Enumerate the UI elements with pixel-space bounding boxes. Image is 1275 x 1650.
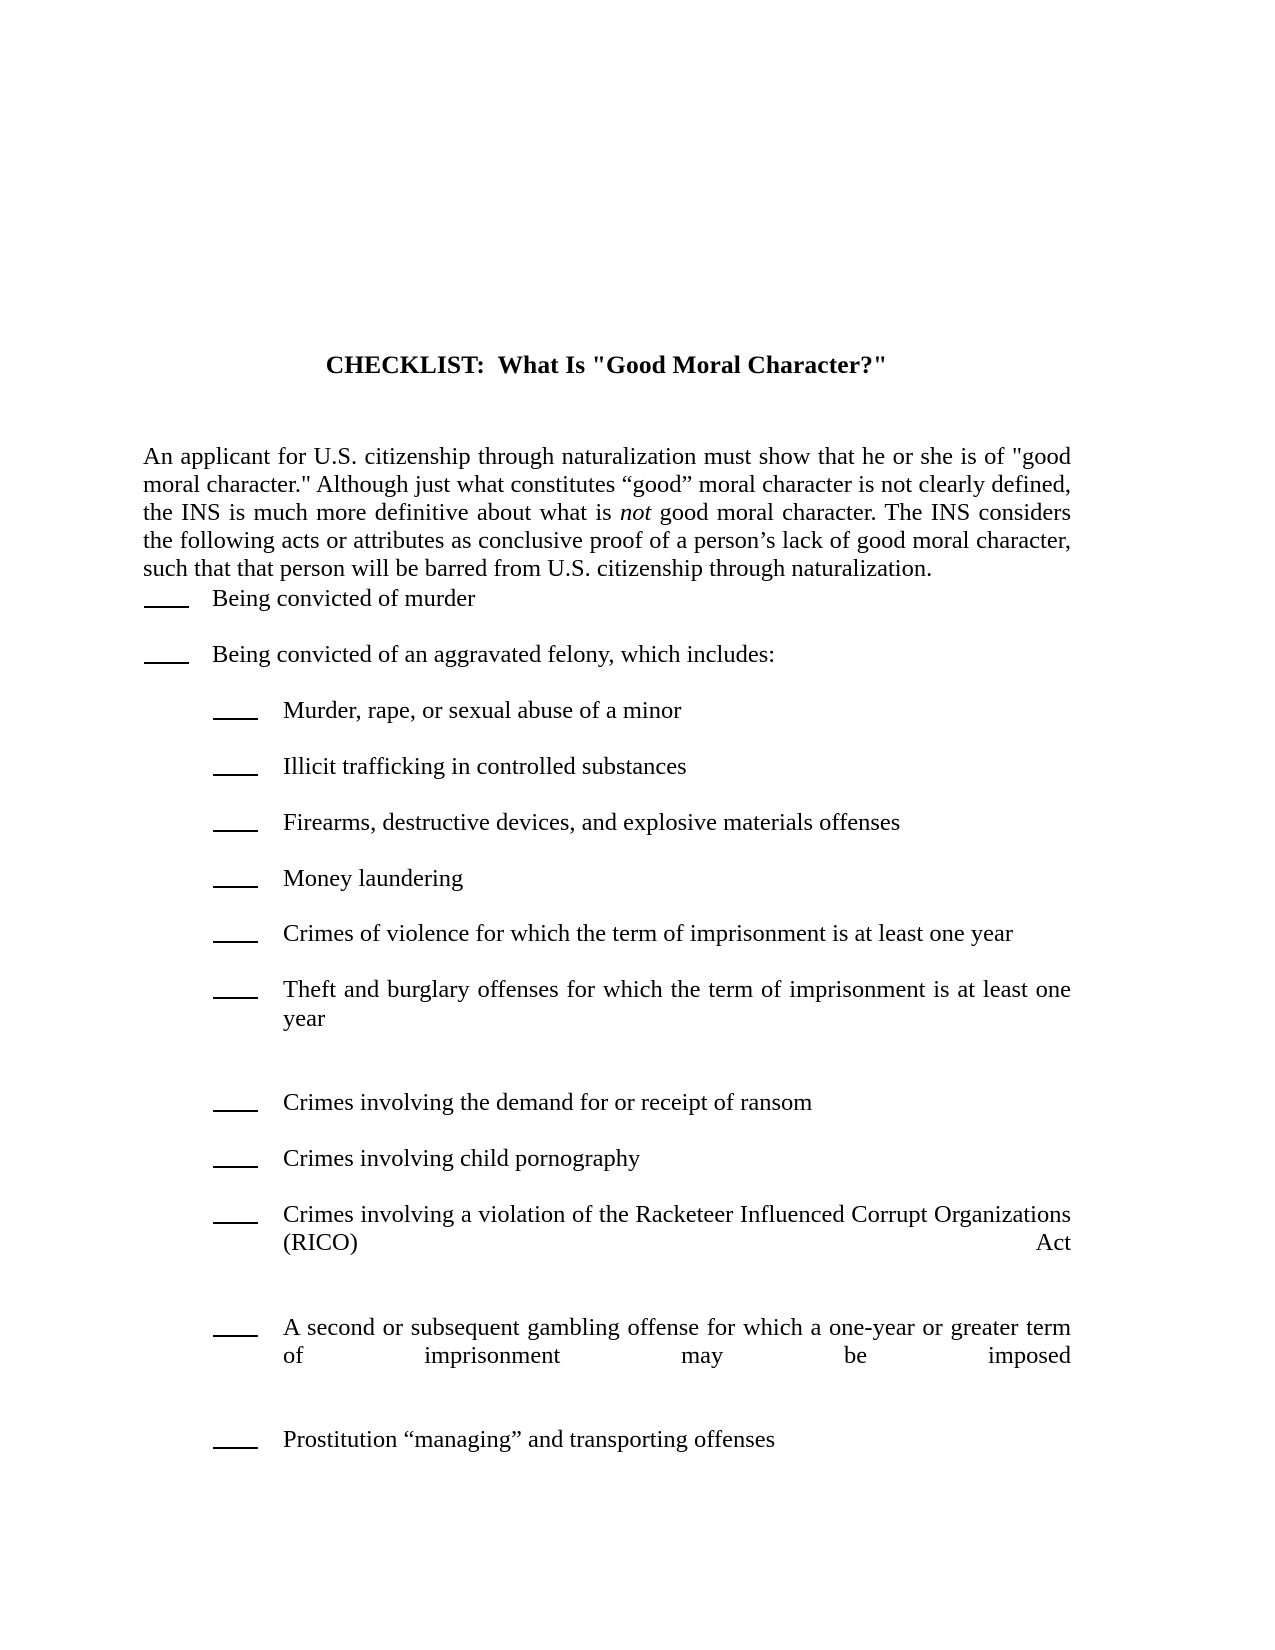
checklist-item-label: Being convicted of an aggravated felony, which includes: [212, 640, 776, 668]
intro-text-part-2: good moral character. The INS considers the following acts or attributes as conclusive proof of a person’s lack of good moral character, such that that person will be barred from U.S. citizenship through naturalization. [143, 498, 1071, 583]
checklist-item[interactable] [143, 1201, 1071, 1286]
checklist-item[interactable] [143, 809, 1071, 837]
checkbox-blank-line[interactable] [213, 1110, 258, 1112]
checklist-item-label: A second or subsequent gambling offense for which a one-year or greater term of imprisonment may be imposed [283, 1313, 1071, 1369]
checklist-item-label: Being convicted of murder [212, 585, 476, 612]
checklist-item-label: Illicit trafficking in controlled substances [283, 752, 687, 780]
checklist-item[interactable] [143, 753, 1071, 781]
checklist-item[interactable] [143, 697, 1071, 725]
checklist-item[interactable] [143, 1089, 1071, 1117]
checklist-item[interactable] [143, 585, 1071, 613]
checkbox-blank-line[interactable] [144, 606, 189, 608]
intro-paragraph [143, 443, 1071, 584]
checklist-item[interactable] [143, 920, 1071, 948]
checklist-item-label: Murder, rape, or sexual abuse of a minor [283, 696, 682, 724]
checkbox-blank-line[interactable] [213, 941, 258, 943]
checkbox-blank-line[interactable] [213, 1447, 258, 1449]
checklist-item-label: Prostitution “managing” and transporting offenses [283, 1426, 776, 1454]
checkbox-blank-line[interactable] [213, 1222, 258, 1224]
checklist-item-label: Crimes involving the demand for or receipt of ransom [283, 1089, 813, 1117]
checklist-item-label: Crimes involving child pornography [283, 1144, 641, 1172]
checkbox-blank-line[interactable] [213, 1335, 258, 1337]
intro-text-part-1: An applicant for U.S. citizenship through naturalization must show that he or she is of "good moral character." Although just what constitutes “good” moral character is not clearly defined, the INS is much more definitive about what is [143, 442, 1071, 526]
page-title: CHECKLIST: What Is "Good Moral Character?" [325, 350, 888, 380]
checklist-item-label: Crimes of violence for which the term of imprisonment is at least one year [283, 920, 1014, 948]
checkbox-blank-line[interactable] [213, 1166, 258, 1168]
checkbox-blank-line[interactable] [144, 662, 189, 664]
checkbox-blank-line[interactable] [213, 886, 258, 888]
checkbox-blank-line[interactable] [213, 774, 258, 776]
checkbox-blank-line[interactable] [213, 830, 258, 832]
intro-emphasis-not: not [619, 498, 652, 526]
checklist-item-label: Theft and burglary offenses for which the term of imprisonment is at least one year [283, 976, 1071, 1032]
checklist-items [143, 585, 1071, 1455]
checklist-item[interactable] [143, 1314, 1071, 1399]
checklist-item-label: Money laundering [283, 864, 464, 892]
checklist-item-label: Firearms, destructive devices, and explosive materials offenses [283, 808, 901, 836]
checklist-item[interactable] [143, 865, 1071, 893]
checkbox-blank-line[interactable] [213, 718, 258, 720]
checkbox-blank-line[interactable] [213, 997, 258, 999]
checklist-item[interactable] [143, 1145, 1071, 1173]
checklist-item[interactable] [143, 1426, 1071, 1454]
checklist-item[interactable] [143, 641, 1071, 669]
checklist-item[interactable] [143, 976, 1071, 1061]
checklist-item-label: Crimes involving a violation of the Racketeer Influenced Corrupt Organizations (RICO) Act [283, 1200, 1071, 1257]
